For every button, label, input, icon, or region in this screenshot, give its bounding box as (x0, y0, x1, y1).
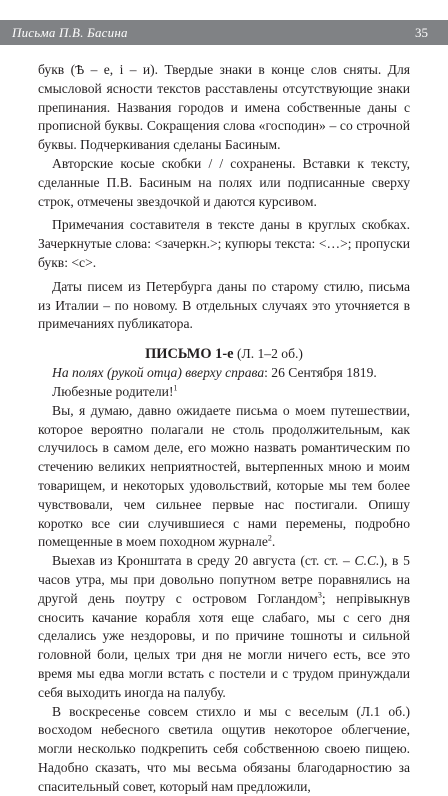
letter-heading-reference: (Л. 1–2 об.) (234, 346, 303, 361)
letter-paragraph-2-middle: ), в 5 часов утра, мы при довольно попутном ветре поравнялись на другой день поутру с островом Гогландом (38, 553, 410, 606)
page-body (38, 61, 410, 796)
margin-note-date: : 26 Сентября 1819. (264, 365, 377, 380)
intro-paragraph-2: Авторские косые скобки / / сохранены. Вставки к тексту, сделанные П.В. Басиным на полях или подписанные сверху строк, отмечены звездочкой и даются курсивом. (38, 155, 410, 211)
footnote-ref-2: 2 (268, 534, 272, 543)
margin-note (38, 364, 410, 383)
footnote-ref-1: 1 (173, 383, 177, 392)
footnote-ref-3: 3 (318, 590, 322, 599)
letter-paragraph-3: В воскресенье совсем стихло и мы с веселым (Л.1 об.) восходом небесного светила ощутив некоторое облегчение, могли несколько подкрепить себя собственною своею пищею. Надобно сказать, что мы весьма обязаны благодарностию за спасительный совет, который нам предложили, (38, 703, 410, 796)
letter-paragraph-2 (38, 552, 410, 702)
intro-paragraph-4: Даты писем из Петербурга даны по старому стилю, письма из Италии – по новому. В отдельных случаях это уточняется в примечаниях публикатора. (38, 278, 410, 334)
intro-paragraph-3: Примечания составителя в тексте даны в круглых скобках. Зачеркнутые слова: <зачеркн.>; купюры текста: <…>; пропуски букв: <с>. (38, 216, 410, 272)
intro-paragraph-1: букв (Ѣ – е, і – и). Твердые знаки в конце слов сняты. Для смысловой ясности текстов расставлены отсутствующие знаки препинания. Названия городов и имена собственные даны с прописной буквы. Сокращения слова «господин» – со строчной буквы. Подчеркивания сделаны Басиным. (38, 61, 410, 155)
running-header-title: Письма П.В. Басина (12, 25, 128, 41)
letter-paragraph-2-end: ; непрівыкнув сносить качание корабля хотя еще слабаго, мы с сего дня сделались уже нездоровы, и по причине тошноты и сильной головной боли, целых три дня не могли ничего есть, все это время мы едва могли встать с постели и с трудом принуждали себя выходить иногда на палубу. (38, 591, 410, 700)
margin-note-source: На полях (рукой отца) вверху справа (52, 365, 264, 380)
salutation-text: Любезные родители! (52, 384, 173, 399)
salutation (38, 383, 410, 402)
page-number: 35 (415, 25, 428, 41)
letter-paragraph-1-text: Вы, я думаю, давно ожидаете письма о моем путешествии, которое вероятно полагали не столь продолжительным, как случилось в самом деле, его можно назвать романтическим по стечению великих неприятностей, вытерпенных мною и моим товарищем, и некоторых удовольствий, которые мы тем более чувствовали, чем сильнее первые нас постигали. Опишу коротко все сии случившиеся с нами перемены, подробно помещенные в моем походном журнале (38, 403, 410, 550)
running-header (0, 20, 448, 45)
style-abbreviation: С.С. (355, 553, 380, 568)
letter-paragraph-1 (38, 402, 410, 552)
letter-paragraph-2-start: Выехав из Кронштата в среду 20 августа (ст. ст. – (52, 553, 355, 568)
letter-heading (38, 344, 410, 364)
letter-paragraph-1-end: . (272, 534, 275, 549)
letter-heading-title: ПИСЬМО 1-е (145, 346, 233, 362)
